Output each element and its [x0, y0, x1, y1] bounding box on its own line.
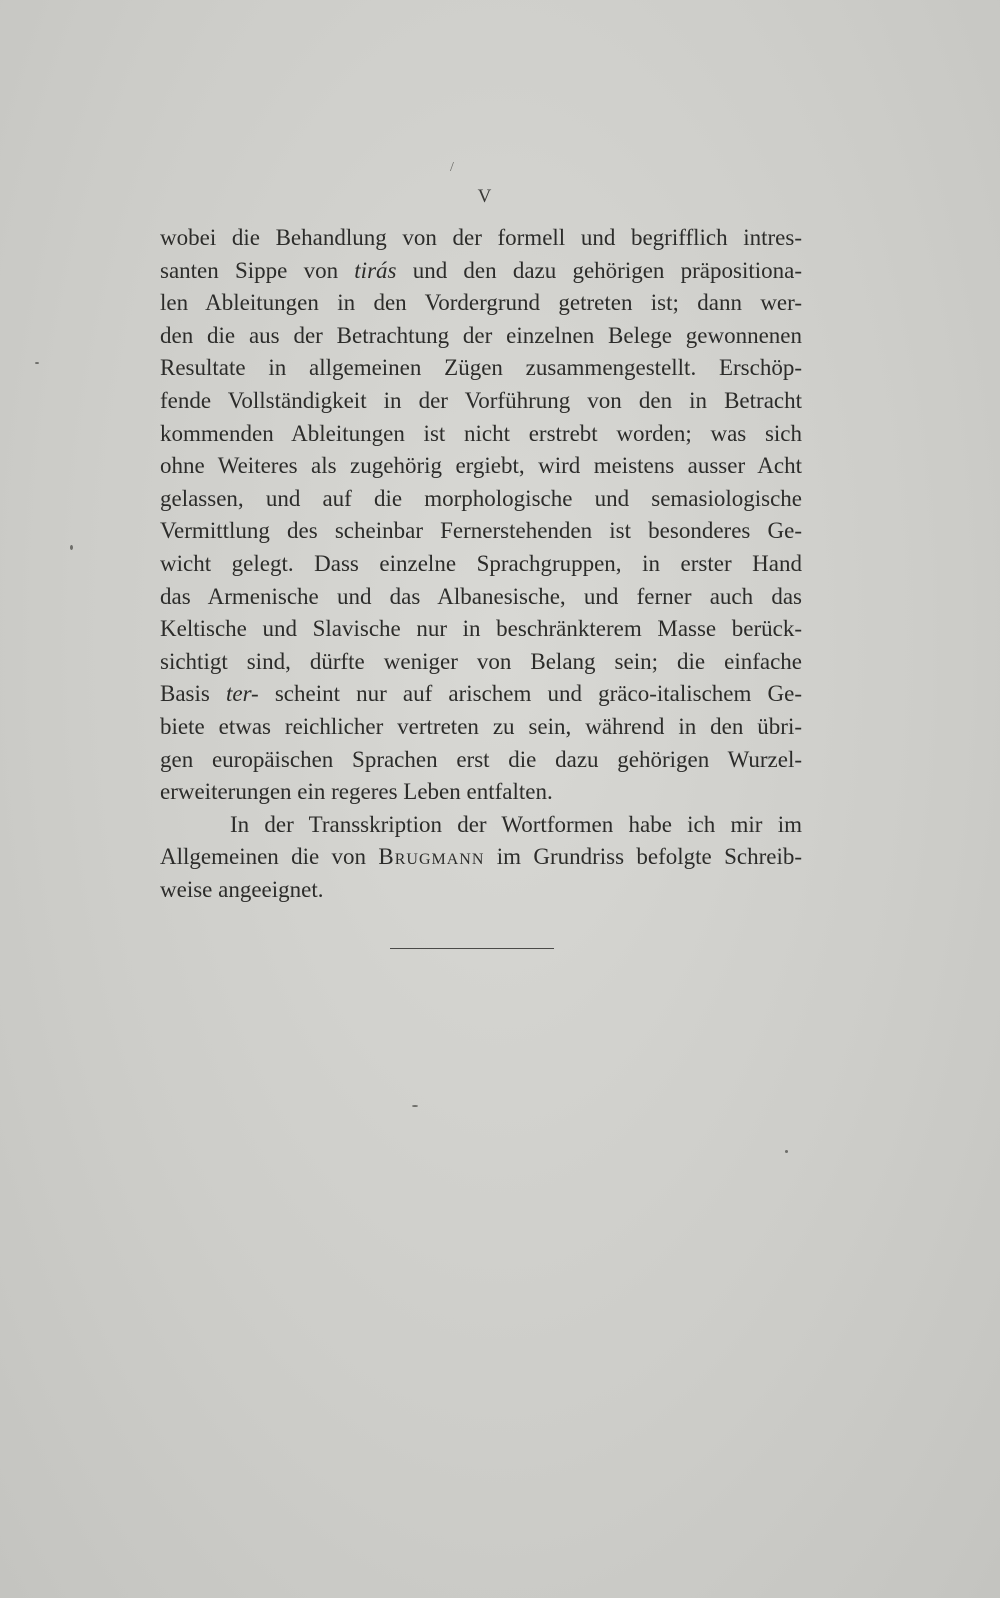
text-line: gen europäischen Sprachen erst die dazu gehörigen Wurzel-: [160, 746, 802, 772]
section-rule: [390, 948, 554, 949]
text-line: In der Transskription der Wortformen habe ich mir im: [230, 811, 802, 837]
text-line: kommenden Ableitungen ist nicht erstrebt worden; was sich: [160, 420, 802, 446]
text-line: ohne Weiteres als zugehörig ergiebt, wird meistens ausser Acht: [160, 453, 802, 479]
text-line: gelassen, und auf die morphologische und semasiologische: [160, 485, 802, 511]
text-line: Basis ter- scheint nur auf arischem und gräco-italischem Ge-: [160, 681, 802, 707]
text-line: den die aus der Betrachtung der einzelnen Belege gewonnenen: [160, 322, 802, 348]
text-line: Vermittlung des scheinbar Fernerstehenden ist besonderes Ge-: [160, 518, 802, 544]
text-line: biete etwas reichlicher vertreten zu sein, während in den übri-: [160, 713, 802, 739]
text-line: wobei die Behandlung von der formell und begrifflich intres-: [160, 225, 802, 250]
text-line: weise angeeignet.: [160, 876, 324, 902]
speck: [785, 1150, 788, 1153]
text-line: Keltische und Slavische nur in beschränkterem Masse berück-: [160, 616, 802, 642]
page-number: V: [477, 186, 493, 207]
text-line: das Armenische und das Albanesische, und ferner auch das: [160, 583, 802, 609]
italic-term: tirás: [354, 257, 397, 283]
text-line: erweiterungen ein regeres Leben entfalten.: [160, 779, 553, 805]
italic-term: ter-: [225, 681, 259, 707]
speck: [70, 545, 73, 550]
body-text: [160, 222, 802, 906]
author-name: Brugmann: [378, 844, 485, 870]
text-line: wicht gelegt. Dass einzelne Sprachgruppen, in erster Hand: [160, 550, 802, 576]
margin-mark: /: [450, 160, 454, 175]
text-line: Allgemeinen die von Brugmann im Grundriss befolgte Schreib-: [160, 844, 802, 870]
text-line: len Ableitungen in den Vordergrund getreten ist; dann wer-: [160, 290, 802, 316]
speck: [412, 1105, 418, 1107]
text-line: santen Sippe von tirás und den dazu gehörigen präpositiona-: [160, 257, 802, 283]
text-line: sichtigt sind, dürfte weniger von Belang sein; die einfache: [160, 648, 802, 674]
speck: [35, 362, 39, 364]
text-line: fende Vollständigkeit in der Vorführung von den in Betracht: [160, 387, 802, 413]
text-line: Resultate in allgemeinen Zügen zusammengestellt. Erschöp-: [160, 355, 802, 381]
